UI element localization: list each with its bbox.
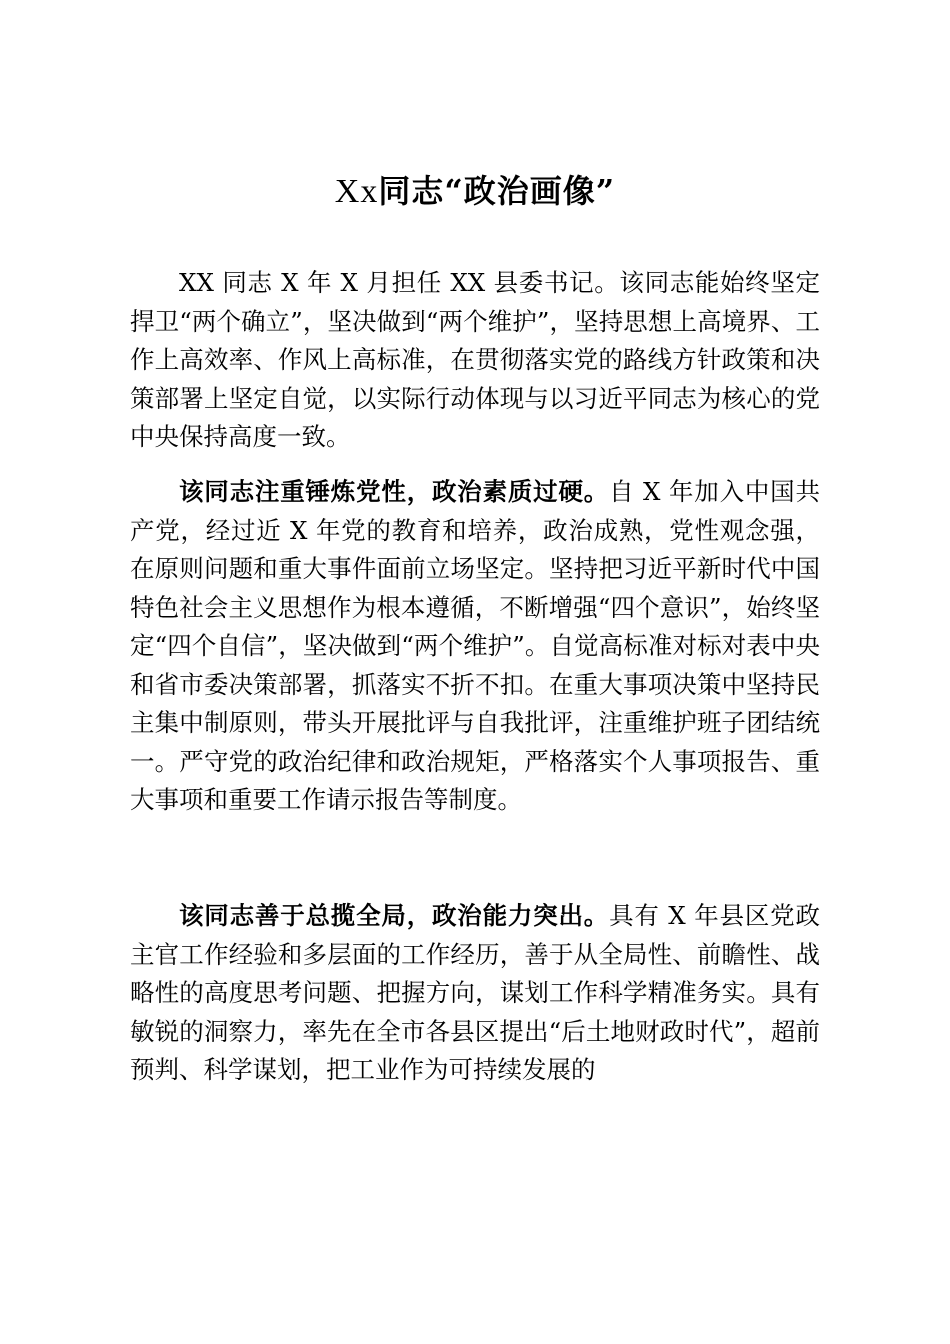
- paragraph-party-spirit: [130, 473, 820, 820]
- paragraph-appointment: [130, 264, 820, 457]
- paragraph-text: XX 同志 X 年 X 月担任 XX 县委书记。该同志能始终坚定捍卫“两个确立”，坚决做到“两个维护”，坚持思想上高境界、工作上高效率、作风上高标准，在贯彻落实党的路线方针政策和决策部署上坚定自觉，以实际行动体现与以习近平同志为核心的党中央保持高度一致。: [130, 268, 820, 451]
- document-title: [0, 166, 950, 217]
- paragraph-lead: 该同志善于总揽全局，政治能力突出。: [179, 901, 610, 930]
- paragraph-text: 具有 X 年县区党政主官工作经验和多层面的工作经历，善于从全局性、前瞻性、战略性的高度思考问题、把握方向，谋划工作科学精准务实。具有敏锐的洞察力，率先在全市各县区提出“后土地财政时代”，超前预判、科学谋划，把工业作为可持续发展的: [130, 901, 820, 1084]
- title-text-part: 同志“政治画像”: [378, 172, 616, 210]
- paragraph-lead: 该同志注重锤炼党性，政治素质过硬。: [179, 477, 610, 506]
- paragraph-political-ability: [130, 897, 820, 1090]
- paragraph-text: 自 X 年加入中国共产党，经过近 X 年党的教育和培养，政治成熟，党性观念强，在原则问题和重大事件面前立场坚定。坚持把习近平新时代中国特色社会主义思想作为根本遵循，不断增强“四个意识”，始终坚定“四个自信”，坚决做到“两个维护”。自觉高标准对标对表中央和省市委决策部署，抓落实不折不扣。在重大事项决策中坚持民主集中制原则，带头开展批评与自我批评，注重维护班子团结统一。严守党的政治纪律和政治规矩，严格落实个人事项报告、重大事项和重要工作请示报告等制度。: [130, 477, 820, 814]
- title-name-part: Xx: [334, 173, 379, 210]
